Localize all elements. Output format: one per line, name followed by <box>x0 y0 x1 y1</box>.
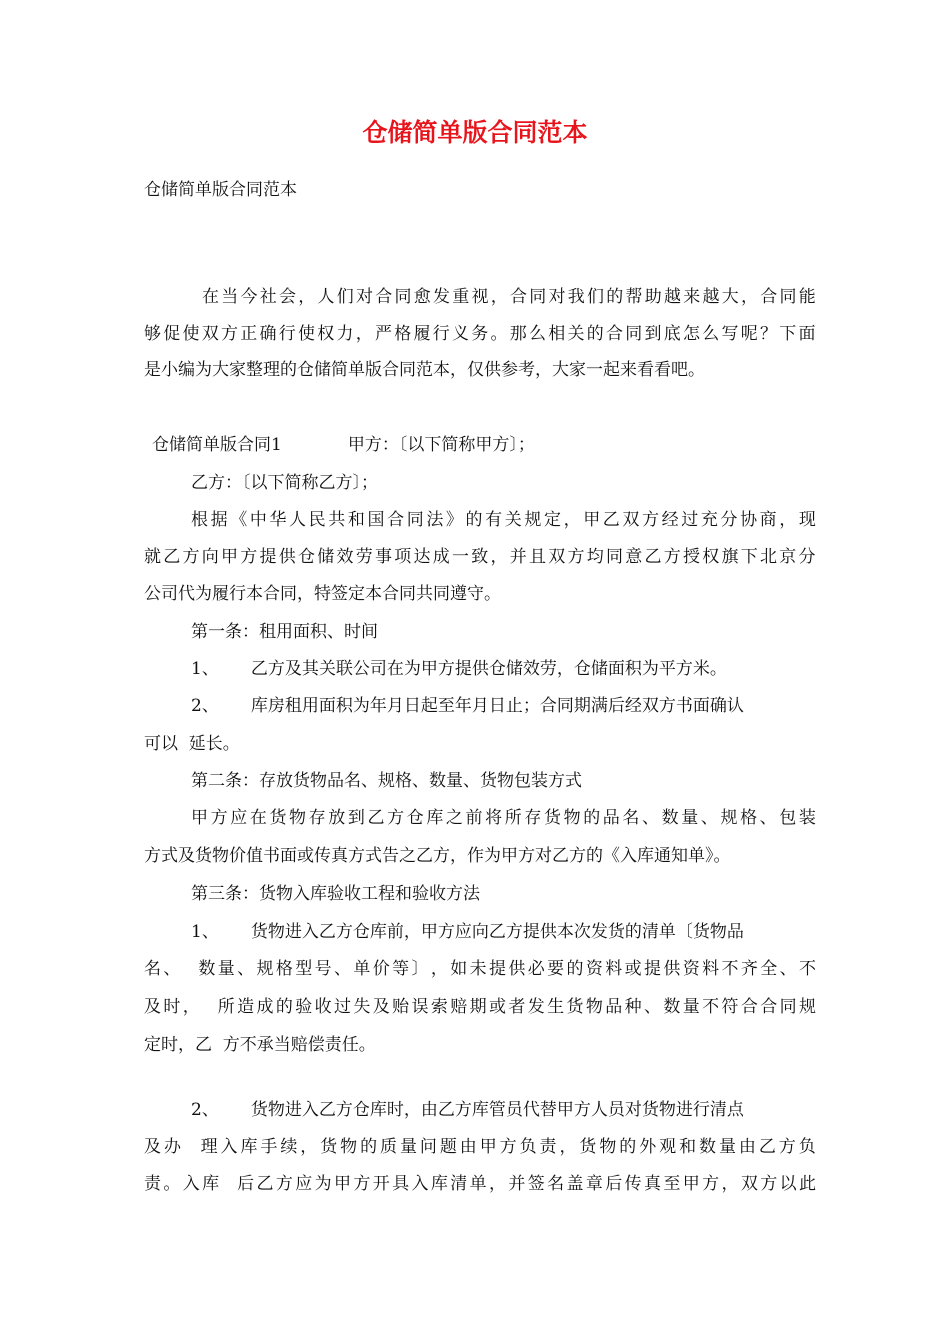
article1-item1-text: 乙方及其关联公司在为甲方提供仓储效劳，仓储面积为平方米。 <box>250 659 727 679</box>
article3-item2 <box>191 1098 816 1122</box>
intro-line-1: 在 当 今 社 会 ， 人 们 对 合 同 愈 发 重 视 ， 合 同 对 我 们 的 帮 助 越 来 越 大 ， 合 同 能 <box>202 287 816 307</box>
document-subtitle: 仓储简单版合同范本 <box>144 180 297 200</box>
preamble-line-2: 就 乙 方 向 甲 方 提 供 仓 储 效 劳 事 项 达 成 一 致 ， 并 且 双 方 均 同 意 乙 方 授 权 旗 下 北 京 分 <box>144 547 816 567</box>
article3-heading: 第三条：货物入库验收工程和验收方法 <box>191 884 480 904</box>
contract-heading-line <box>152 433 824 457</box>
article1-item1 <box>191 657 863 681</box>
article3-item1-line-4: 定时，乙 方不承当赔偿责任。 <box>144 1035 376 1055</box>
article1-item1-number: 1、 <box>191 659 219 679</box>
article2-heading: 第二条：存放货物品名、规格、数量、货物包装方式 <box>191 771 582 791</box>
document-title: 仓储简单版合同范本 <box>362 118 588 147</box>
article3-item2-line-3: 责 。 入 库 后 乙 方 应 为 甲 方 开 具 入 库 清 单 ， 并 签 名 盖 章 后 传 真 至 甲 方 ， 双 方 以 此 <box>144 1174 816 1194</box>
article3-item2-number: 2、 <box>191 1100 219 1120</box>
article1-item2 <box>191 694 816 718</box>
article3-item1-line-3: 及 时 ， 所 造 成 的 验 收 过 失 及 贻 误 索 赔 期 或 者 发 生 货 物 品 种 、 数 量 不 符 合 合 同 规 <box>144 997 816 1017</box>
article2-line-1: 甲 方 应 在 货 物 存 放 到 乙 方 仓 库 之 前 将 所 存 货 物 的 品 名 、 数 量 、 规 格 、 包 装 <box>191 808 816 828</box>
preamble-line-3: 公司代为履行本合同，特签定本合同共同遵守。 <box>144 584 501 604</box>
party-b: 乙方：〔以下简称乙方〕； <box>191 473 378 493</box>
contract-heading: 仓储简单版合同1 <box>152 435 282 455</box>
party-a: 甲方：〔以下简称甲方〕； <box>347 435 535 455</box>
article1-item2-number: 2、 <box>191 696 219 716</box>
article1-heading: 第一条：租用面积、时间 <box>191 622 378 642</box>
article3-item2-line-2: 及 办 理 入 库 手 续 ， 货 物 的 质 量 问 题 由 甲 方 负 责 ， 货 物 的 外 观 和 数 量 由 乙 方 负 <box>144 1137 816 1157</box>
intro-line-2: 够 促 使 双 方 正 确 行 使 权 力 ， 严 格 履 行 义 务 。 那 么 相 关 的 合 同 到 底 怎 么 写 呢 ？ 下 面 <box>144 324 816 344</box>
article3-item1-number: 1、 <box>191 922 219 942</box>
preamble-line-1: 根 据 《 中 华 人 民 共 和 国 合 同 法 》 的 有 关 规 定 ， 甲 乙 双 方 经 过 充 分 协 商 ， 现 <box>191 510 816 530</box>
article1-item2-text: 库房租用面积为年月日起至年月日止；合同期满后经双方书面确认 <box>250 696 744 716</box>
article1-item2-continuation: 可以 延长。 <box>144 734 240 754</box>
article3-item1-text: 货物进入乙方仓库前，甲方应向乙方提供本次发货的清单〔货物品 <box>250 922 744 942</box>
intro-line-3: 是小编为大家整理的仓储简单版合同范本，仅供参考，大家一起来看看吧。 <box>144 360 705 380</box>
article2-line-2: 方式及货物价值书面或传真方式告之乙方，作为甲方对乙方的《入库通知单》。 <box>144 846 731 866</box>
article3-item1 <box>191 920 816 944</box>
article3-item2-text: 货物进入乙方仓库时，由乙方库管员代替甲方人员对货物进行清点 <box>250 1100 744 1120</box>
article3-item1-line-2: 名 、 数 量 、 规 格 型 号 、 单 价 等 〕 ， 如 未 提 供 必 要 的 资 料 或 提 供 资 料 不 齐 全 、 不 <box>144 959 816 979</box>
